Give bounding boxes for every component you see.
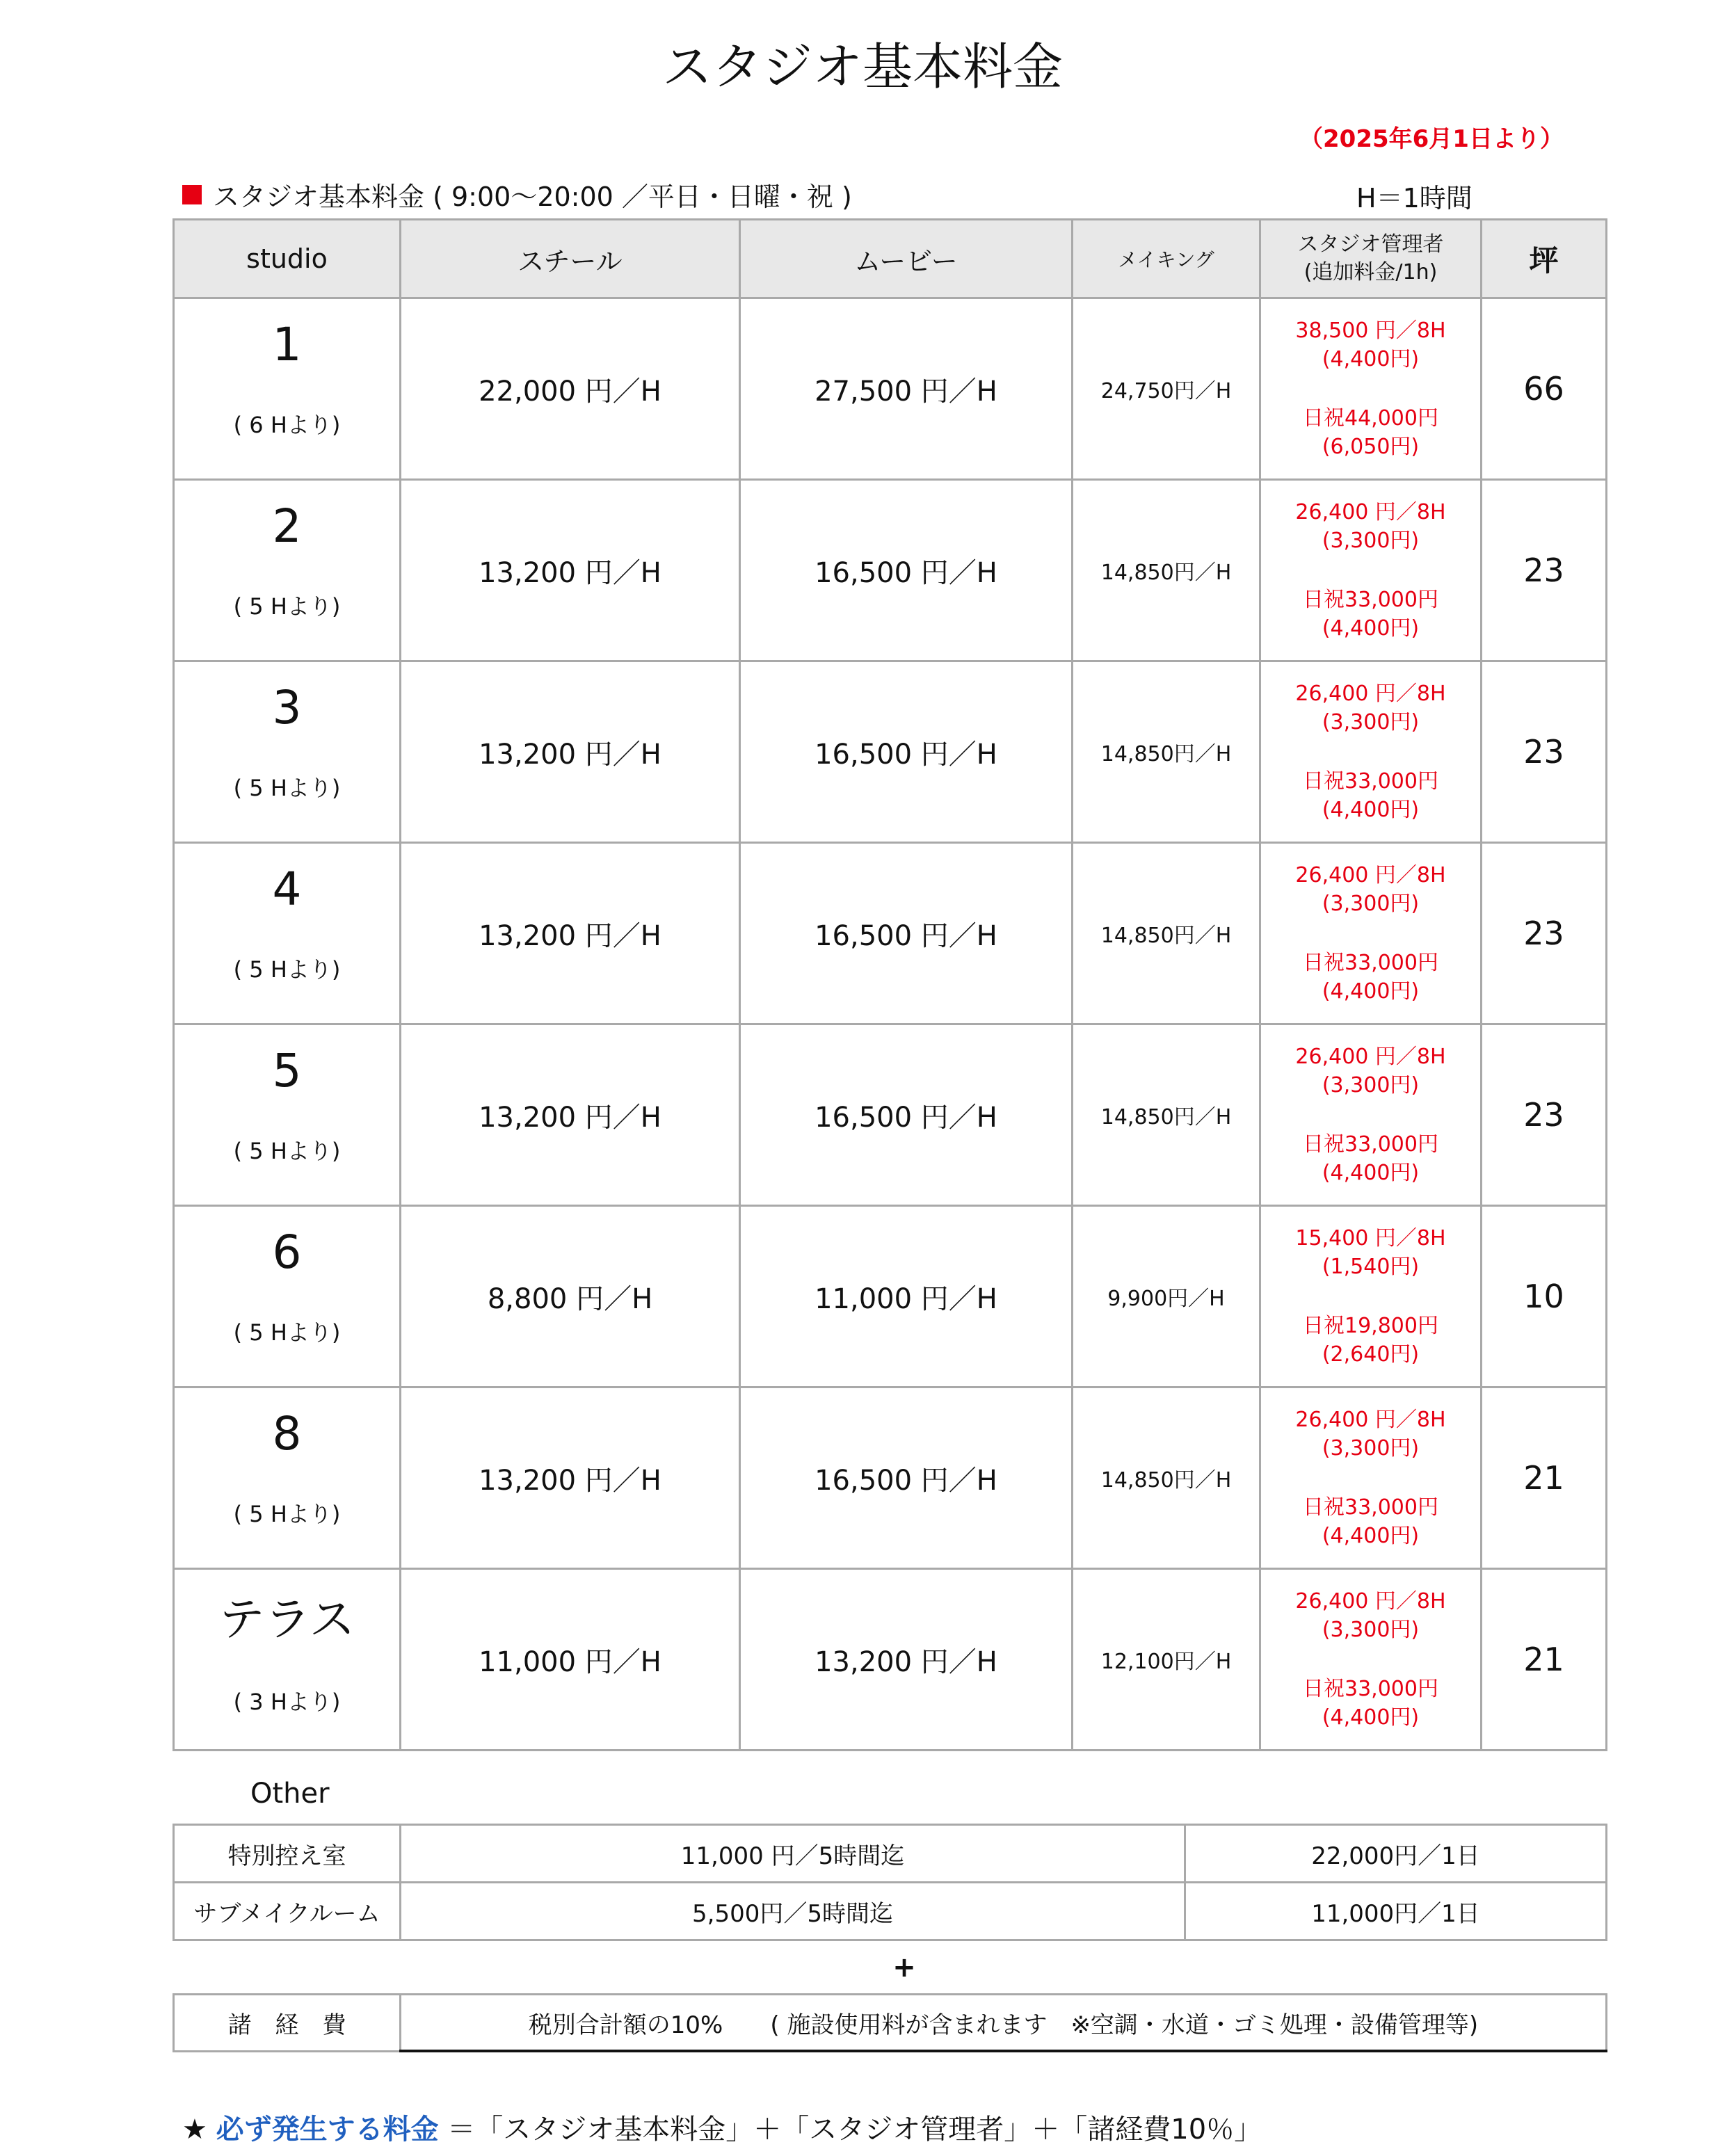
tsubo-value: 23: [1482, 1024, 1607, 1206]
table-row: [174, 298, 1607, 480]
other-row: [174, 1883, 1607, 1940]
movie-price: 11,000 円／H: [740, 1206, 1073, 1387]
manager-holiday-extra: (2,640円): [1322, 1342, 1420, 1367]
table-row: [174, 843, 1607, 1024]
other-room-name: サブメイクルーム: [174, 1883, 401, 1940]
header-tsubo: 坪: [1482, 220, 1607, 298]
still-price: 11,000 円／H: [401, 1569, 740, 1751]
table-row: [174, 1206, 1607, 1387]
manager-holiday-extra: (4,400円): [1322, 798, 1420, 822]
studio-cell: [174, 480, 401, 661]
manager-holiday-extra: (4,400円): [1322, 1705, 1420, 1730]
manager-fee-cell: [1260, 1569, 1482, 1751]
header-manager-line2: (追加料金/1h): [1303, 260, 1438, 284]
manager-holiday-fee: 日祝33,000円: [1303, 588, 1438, 612]
manager-weekday-extra: (1,540円): [1322, 1255, 1420, 1279]
manager-weekday-fee: 15,400 円／8H: [1295, 1226, 1446, 1250]
movie-price: 16,500 円／H: [740, 480, 1073, 661]
manager-fee-cell: [1260, 1387, 1482, 1569]
tsubo-value: 10: [1482, 1206, 1607, 1387]
making-price: 14,850円／H: [1073, 480, 1260, 661]
studio-name: 6: [272, 1225, 302, 1279]
studio-minimum-hours: ( 5 Hより): [233, 1137, 341, 1164]
misc-row: [174, 1995, 1607, 2052]
studio-minimum-hours: ( 5 Hより): [233, 956, 341, 983]
manager-weekday-extra: (3,300円): [1322, 1436, 1420, 1461]
studio-cell: [174, 1024, 401, 1206]
red-square-icon: [182, 185, 202, 204]
misc-description: 税別合計額の10% ( 施設使用料が含まれます ※空調・水道・ゴミ処理・設備管理等): [401, 1995, 1607, 2052]
studio-name: 4: [272, 862, 302, 916]
manager-weekday-fee: 26,400 円／8H: [1295, 682, 1446, 706]
studio-price-table: [172, 218, 1607, 1751]
manager-weekday-extra: (3,300円): [1322, 1618, 1420, 1642]
other-row: [174, 1825, 1607, 1883]
studio-minimum-hours: ( 5 Hより): [233, 774, 341, 801]
header-movie: ムービー: [740, 220, 1073, 298]
other-room-day-price: 11,000円／1日: [1185, 1883, 1607, 1940]
still-price: 13,200 円／H: [401, 843, 740, 1024]
manager-holiday-fee: 日祝33,000円: [1303, 1132, 1438, 1157]
manager-weekday-fee: 26,400 円／8H: [1295, 1589, 1446, 1614]
movie-price: 16,500 円／H: [740, 1024, 1073, 1206]
tsubo-value: 21: [1482, 1387, 1607, 1569]
movie-price: 27,500 円／H: [740, 298, 1073, 480]
movie-price: 13,200 円／H: [740, 1569, 1073, 1751]
manager-weekday-extra: (3,300円): [1322, 1073, 1420, 1097]
studio-minimum-hours: ( 5 Hより): [233, 1500, 341, 1527]
manager-holiday-extra: (6,050円): [1322, 435, 1420, 459]
manager-fee-cell: [1260, 298, 1482, 480]
studio-name: 5: [272, 1043, 302, 1097]
manager-holiday-extra: (4,400円): [1322, 616, 1420, 641]
manager-fee-cell: [1260, 661, 1482, 843]
movie-price: 16,500 円／H: [740, 661, 1073, 843]
footer-note: [182, 2107, 1262, 2147]
studio-name: 8: [272, 1406, 302, 1461]
still-price: 13,200 円／H: [401, 480, 740, 661]
still-price: 22,000 円／H: [401, 298, 740, 480]
studio-cell: [174, 1387, 401, 1569]
manager-holiday-fee: 日祝33,000円: [1303, 769, 1438, 794]
making-price: 14,850円／H: [1073, 661, 1260, 843]
star-icon: ★: [182, 2114, 207, 2146]
manager-weekday-extra: (3,300円): [1322, 892, 1420, 916]
studio-minimum-hours: ( 6 Hより): [233, 411, 341, 438]
tsubo-value: 23: [1482, 661, 1607, 843]
header-manager-line1: スタジオ管理者: [1297, 232, 1444, 257]
manager-weekday-extra: (3,300円): [1322, 710, 1420, 734]
footer-emphasis: 必ず発生する料金: [216, 2114, 439, 2146]
manager-holiday-fee: 日祝44,000円: [1303, 406, 1438, 431]
manager-fee-cell: [1260, 1024, 1482, 1206]
header-making: メイキング: [1073, 220, 1260, 298]
misc-label: 諸 経 費: [174, 1995, 401, 2052]
manager-fee-cell: [1260, 480, 1482, 661]
studio-cell: [174, 1569, 401, 1751]
still-price: 13,200 円／H: [401, 1387, 740, 1569]
table-row: [174, 480, 1607, 661]
manager-weekday-extra: (3,300円): [1322, 529, 1420, 553]
header-still: スチール: [401, 220, 740, 298]
tsubo-value: 23: [1482, 843, 1607, 1024]
table-row: [174, 661, 1607, 843]
making-price: 9,900円／H: [1073, 1206, 1260, 1387]
studio-cell: [174, 1206, 401, 1387]
manager-fee-cell: [1260, 843, 1482, 1024]
effective-date: （2025年6月1日より）: [1299, 125, 1564, 153]
still-price: 8,800 円／H: [401, 1206, 740, 1387]
manager-weekday-fee: 26,400 円／8H: [1295, 863, 1446, 887]
other-room-short-price: 5,500円／5時間迄: [401, 1883, 1185, 1940]
table-header-row: [174, 220, 1607, 298]
manager-weekday-extra: (4,400円): [1322, 347, 1420, 371]
studio-cell: [174, 661, 401, 843]
studio-name: テラス: [218, 1592, 355, 1646]
studio-name: 3: [272, 680, 302, 734]
making-price: 14,850円／H: [1073, 1387, 1260, 1569]
table-row: [174, 1387, 1607, 1569]
other-label: Other: [250, 1778, 330, 1810]
tsubo-value: 21: [1482, 1569, 1607, 1751]
manager-holiday-fee: 日祝19,800円: [1303, 1314, 1438, 1338]
manager-weekday-fee: 26,400 円／8H: [1295, 500, 1446, 524]
footer-formula: ＝「スタジオ基本料金」＋「スタジオ管理者」＋「諸経費10％」: [447, 2114, 1262, 2146]
manager-holiday-extra: (4,400円): [1322, 1524, 1420, 1548]
studio-name: 2: [272, 499, 302, 553]
header-manager: [1260, 220, 1482, 298]
studio-minimum-hours: ( 3 Hより): [233, 1688, 341, 1715]
studio-name: 1: [272, 317, 302, 371]
manager-holiday-fee: 日祝33,000円: [1303, 951, 1438, 975]
table-row: [174, 1569, 1607, 1751]
manager-weekday-fee: 26,400 円／8H: [1295, 1408, 1446, 1432]
making-price: 12,100円／H: [1073, 1569, 1260, 1751]
manager-fee-cell: [1260, 1206, 1482, 1387]
manager-holiday-fee: 日祝33,000円: [1303, 1677, 1438, 1701]
studio-minimum-hours: ( 5 Hより): [233, 593, 341, 620]
movie-price: 16,500 円／H: [740, 1387, 1073, 1569]
misc-expenses-table: [172, 1993, 1607, 2052]
hour-note: H＝1時間: [1356, 183, 1473, 214]
page-title: スタジオ基本料金: [661, 38, 1063, 96]
plus-sign: +: [892, 1952, 916, 1984]
other-room-day-price: 22,000円／1日: [1185, 1825, 1607, 1883]
header-studio: studio: [174, 220, 401, 298]
tsubo-value: 23: [1482, 480, 1607, 661]
studio-minimum-hours: ( 5 Hより): [233, 1319, 341, 1346]
making-price: 14,850円／H: [1073, 1024, 1260, 1206]
manager-holiday-fee: 日祝33,000円: [1303, 1495, 1438, 1520]
manager-holiday-extra: (4,400円): [1322, 979, 1420, 1004]
movie-price: 16,500 円／H: [740, 843, 1073, 1024]
studio-cell: [174, 298, 401, 480]
still-price: 13,200 円／H: [401, 661, 740, 843]
other-room-short-price: 11,000 円／5時間迄: [401, 1825, 1185, 1883]
other-room-name: 特別控え室: [174, 1825, 401, 1883]
manager-holiday-extra: (4,400円): [1322, 1161, 1420, 1185]
section-heading-text: スタジオ基本料金 ( 9:00～20:00 ／平日・日曜・祝 ): [213, 182, 852, 212]
tsubo-value: 66: [1482, 298, 1607, 480]
manager-weekday-fee: 38,500 円／8H: [1295, 319, 1446, 343]
table-row: [174, 1024, 1607, 1206]
making-price: 24,750円／H: [1073, 298, 1260, 480]
still-price: 13,200 円／H: [401, 1024, 740, 1206]
studio-cell: [174, 843, 401, 1024]
manager-weekday-fee: 26,400 円／8H: [1295, 1045, 1446, 1069]
making-price: 14,850円／H: [1073, 843, 1260, 1024]
other-table: [172, 1824, 1607, 1941]
section-heading: [182, 175, 852, 214]
